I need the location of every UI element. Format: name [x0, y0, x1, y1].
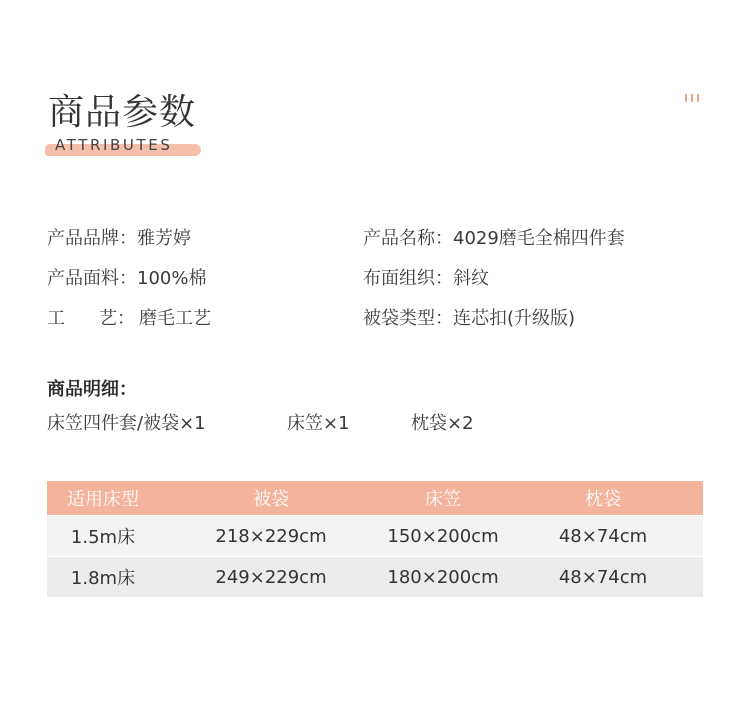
table-cell: 180×200cm [387, 566, 499, 588]
table-header [47, 481, 703, 515]
table-header-cell: 适用床型 [67, 489, 139, 510]
attribute-craft [47, 304, 211, 330]
table-header-cell: 被袋 [253, 489, 289, 510]
table-cell: 48×74cm [558, 525, 648, 547]
detail-item: 床笠四件套/被袋×1 [47, 413, 206, 434]
attribute-label-part: 工 [47, 308, 65, 329]
attribute-label: 产品面料： [47, 268, 137, 289]
size-table [47, 481, 703, 597]
attribute-value: 连芯扣(升级版) [453, 308, 576, 329]
attribute-value: 斜纹 [453, 268, 489, 289]
table-header-cell: 枕袋 [585, 489, 621, 510]
attribute-duvet-type [363, 304, 575, 330]
attribute-brand [47, 224, 191, 250]
attribute-weave [363, 264, 489, 290]
details-title: 商品明细： [47, 379, 137, 400]
detail-item: 床笠×1 [287, 413, 350, 434]
table-header-cell: 床笠 [425, 489, 461, 510]
attribute-value: 雅芳婷 [137, 228, 191, 249]
attribute-value: 4029磨毛全棉四件套 [453, 228, 625, 249]
attribute-product-name [363, 224, 625, 250]
table-cell: 48×74cm [558, 566, 648, 588]
attribute-label: 产品品牌： [47, 228, 137, 249]
table-cell: 150×200cm [387, 525, 499, 547]
table-row [47, 515, 703, 556]
attribute-label: 被袋类型： [363, 308, 453, 329]
attribute-fabric [47, 264, 206, 290]
table-cell: 218×229cm [215, 525, 327, 547]
attribute-label-part: 艺： [99, 308, 135, 329]
table-cell: 1.5m床 [70, 527, 136, 548]
table-row [47, 556, 703, 597]
attribute-value: 100%棉 [137, 268, 207, 289]
page-subtitle: ATTRIBUTES [55, 136, 173, 154]
table-cell: 249×229cm [215, 566, 327, 588]
attribute-label: 布面组织： [363, 268, 453, 289]
attribute-value: 磨毛工艺 [139, 308, 211, 329]
table-cell: 1.8m床 [70, 568, 136, 589]
decorative-bars-icon [685, 94, 699, 102]
subtitle-block [45, 136, 201, 158]
attribute-label: 产品名称： [363, 228, 453, 249]
page-title: 商品参数 [48, 92, 197, 133]
detail-item: 枕袋×2 [411, 413, 474, 434]
